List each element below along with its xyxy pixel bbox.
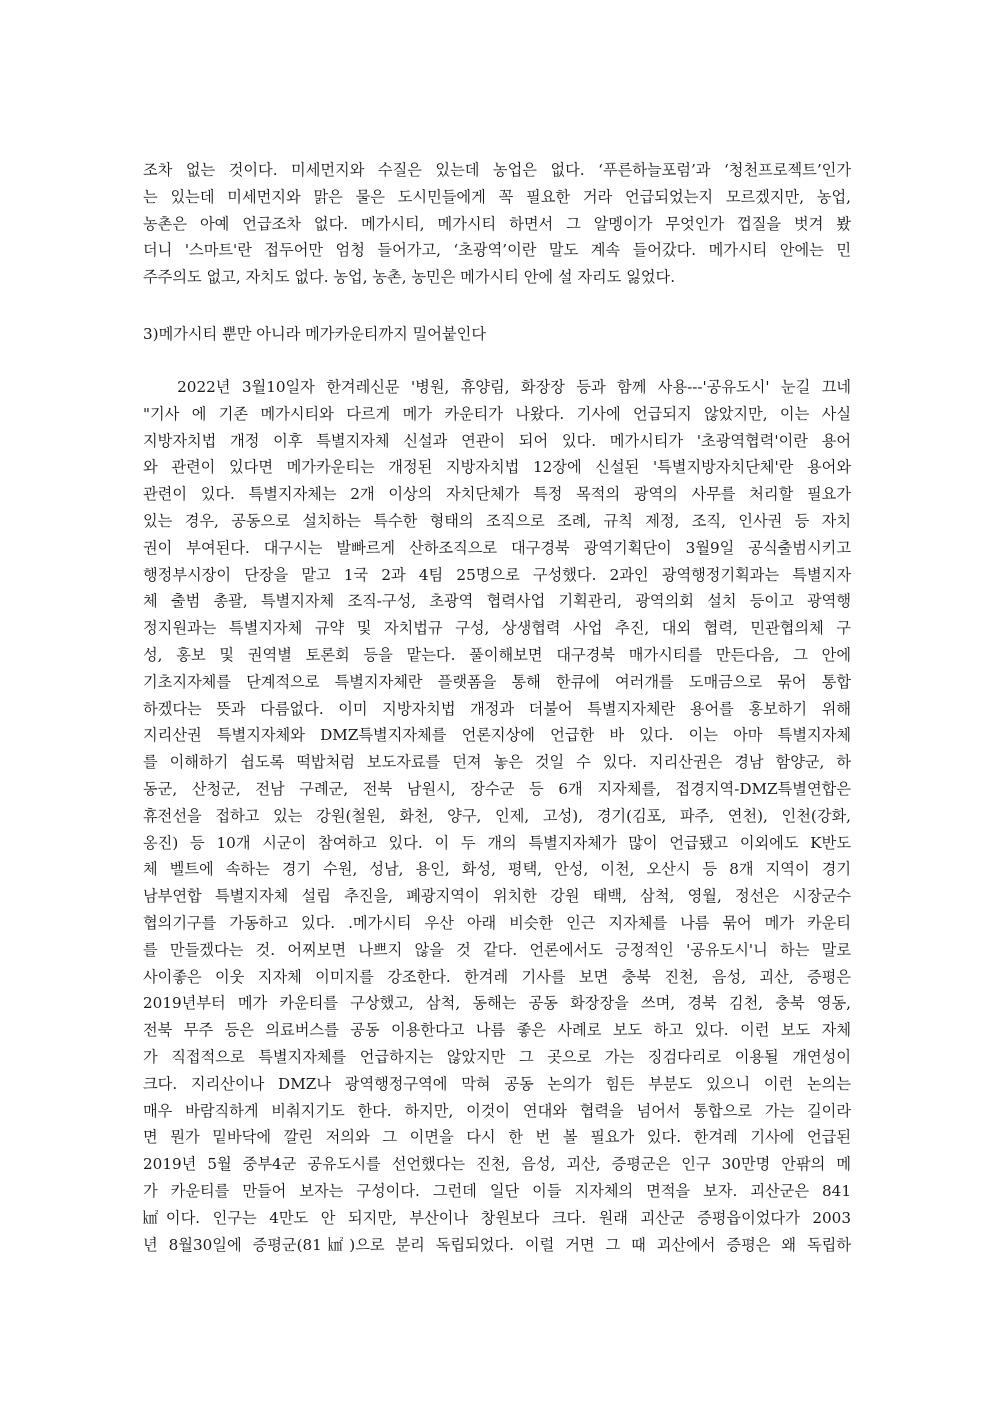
text-line: 동군, 산청군, 전남 구례군, 전북 남원시, 장수군 등 6개 지자체를, 접경지역-DMZ특별연합은: [143, 779, 851, 798]
text-line: 와 관련이 있다면 메가카운티는 개정된 지방자치법 12장에 신설된 '특별지방자치단체'란 용어와: [143, 458, 851, 477]
text-line: 권이 부여된다. 대구시는 발빠르게 산하조직으로 대구경북 광역기획단이 3월9일 공식출범시키고: [143, 538, 851, 557]
text-line: 지리산권 특별지자체와 DMZ특별지자체를 언론지상에 언급한 바 있다. 이는 아마 특별지자체: [143, 726, 851, 745]
text-line: 2019년 5월 중부4군 공유도시를 선언했다는 진천, 음성, 괴산, 증평군은 인구 30만명 안팎의 메: [143, 1155, 851, 1174]
section-heading: 3)메가시티 뿐만 아니라 메가카운티까지 밀어붙인다: [143, 325, 486, 343]
text-line: 는 있는데 미세먼지와 맑은 물은 도시민들에게 꼭 필요한 거라 언급되었는지 모르겠지만, 농업,: [143, 187, 851, 206]
text-line: 성, 홍보 및 권역별 토론회 등을 맡는다. 풀이해보면 대구경북 매가시티를 만든다음, 그 안에: [143, 645, 851, 664]
text-line: 정지원과는 특별지자체 규약 및 자치법규 구성, 상생협력 사업 추진, 대외 협력, 민관협의체 구: [143, 619, 851, 638]
text-line: 2019년부터 메가 카운티를 구상했고, 삼척, 동해는 공동 화장장을 쓰며, 경북 김천, 충북 영동,: [143, 994, 851, 1013]
text-line: 하겠다는 뜻과 다름없다. 이미 지방자치법 개정과 더불어 특별지자체란 용어를 홍보하기 위해: [143, 699, 851, 718]
paragraph-intro: [143, 157, 851, 291]
text-line: 지방자치법 개정 이후 특별지자체 신설과 연관이 되어 있다. 메가시티가 '초광역협력'이란 용어: [143, 431, 851, 450]
text-line: 휴전선을 접하고 있는 강원(철원, 화천, 양구, 인제, 고성), 경기(김포, 파주, 연천), 인천(강화,: [143, 806, 851, 825]
text-line: 관련이 있다. 특별지자체는 2개 이상의 자치단체가 특정 목적의 광역의 사무를 처리할 필요가: [143, 485, 851, 504]
text-line: 주주의도 없고, 자치도 없다. 농업, 농촌, 농민은 메가시티 안에 설 자리도 잃었다.: [143, 268, 676, 287]
text-line: "기사 에 기존 메가시티와 다르게 메가 카운티가 나왔다. 기사에 언급되지 않았지만, 이는 사실: [143, 404, 851, 423]
text-line: 체 출범 총괄, 특별지자체 조직-구성, 초광역 협력사업 기획관리, 광역의회 설치 등이고 광역행: [143, 592, 851, 611]
text-line: 협의기구를 가동하고 있다. .메가시티 우산 아래 비슷한 인근 지자체를 나름 묶어 메가 카운티: [143, 913, 851, 932]
text-line: ㎢이다. 인구는 4만도 안 되지만, 부산이나 창원보다 크다. 원래 괴산군 증평읍이었다가 2003: [143, 1208, 851, 1227]
text-line: 있는 경우, 공동으로 설치하는 특수한 형태의 조직으로 조례, 규칙 제정, 조직, 인사권 등 자치: [143, 511, 851, 530]
text-line: 를 이해하기 쉽도록 떡밥처럼 보도자료를 던져 놓은 것일 수 있다. 지리산권은 경남 함양군, 하: [143, 753, 851, 772]
text-line: 를 만들겠다는 것. 어찌보면 나쁘지 않을 것 같다. 언론에서도 긍정적인 '공유도시'니 하는 말로: [143, 940, 851, 959]
text-line: 년 8월30일에 증평군(81㎢)으로 분리 독립되었다. 이럴 거면 그 때 괴산에서 증평은 왜 독립하: [143, 1235, 851, 1254]
text-line: 체 벨트에 속하는 경기 수원, 성남, 용인, 화성, 평택, 안성, 이천, 오산시 등 8개 지역이 경기: [143, 860, 851, 879]
text-line: 농촌은 아예 언급조차 없다. 메가시티, 메가시티 하면서 그 알멩이가 무엇인가 껍질을 벗겨 봤: [143, 214, 851, 233]
text-line: 가 카운티를 만들어 보자는 구성이다. 그런데 일단 이들 지자체의 면적을 보자. 괴산군은 841: [143, 1181, 851, 1200]
text-line: 사이좋은 이웃 지자체 이미지를 강조한다. 한겨레 기사를 보면 충북 진천, 음성, 괴산, 증평은: [143, 967, 851, 986]
text-line: 기초지자체를 단계적으로 특별지자체란 플랫폼을 통해 한큐에 여러개를 도매금으로 묶어 통합: [143, 672, 851, 691]
text-line: 조차 없는 것이다. 미세먼지와 수질은 있는데 농업은 없다. ‘푸른하늘포럼’과 ‘청천프로젝트’인가: [143, 161, 851, 179]
text-line: 전북 무주 등은 의료버스를 공동 이용한다고 나름 좋은 사례로 보도 하고 있다. 이런 보도 자체: [143, 1021, 851, 1040]
text-line: 면 뭔가 밑바닥에 깔린 저의와 그 이면을 다시 한 번 볼 필요가 있다. 한겨레 기사에 언급된: [143, 1128, 851, 1147]
text-line: 크다. 지리산이나 DMZ나 광역행정구역에 막혀 공동 논의가 힘든 부분도 있으니 이런 논의는: [143, 1074, 851, 1093]
text-line: 가 직접적으로 특별지자체를 언급하지는 않았지만 그 곳으로 가는 징검다리로 이용될 개연성이: [143, 1047, 851, 1066]
text-line: 옹진) 등 10개 시군이 참여하고 있다. 이 두 개의 특별지자체가 많이 언급됐고 이외에도 K반도: [143, 833, 851, 852]
text-line: 남부연합 특별지자체 설립 추진을, 폐광지역이 위치한 강원 태백, 삼척, 영월, 정선은 시장군수: [143, 887, 851, 906]
text-line: 매우 바람직하게 비춰지기도 한다. 하지만, 이것이 연대와 협력을 넘어서 통합으로 가는 길이라: [143, 1101, 851, 1120]
text-line: 행정부시장이 단장을 맡고 1국 2과 4팀 25명으로 구성했다. 2과인 광역행정기획과는 특별지자: [143, 565, 851, 584]
text-line: 더니 '스마트'란 접두어만 엄청 들어가고, ‘초광역’이란 말도 계속 들어갔다. 메가시티 안에는 민: [143, 241, 851, 260]
text-line: 2022년 3월10일자 한겨레신문 '병원, 휴양림, 화장장 등과 함께 사용---'공유도시' 눈길 끄네: [143, 378, 851, 396]
paragraph-body: [143, 374, 851, 1258]
